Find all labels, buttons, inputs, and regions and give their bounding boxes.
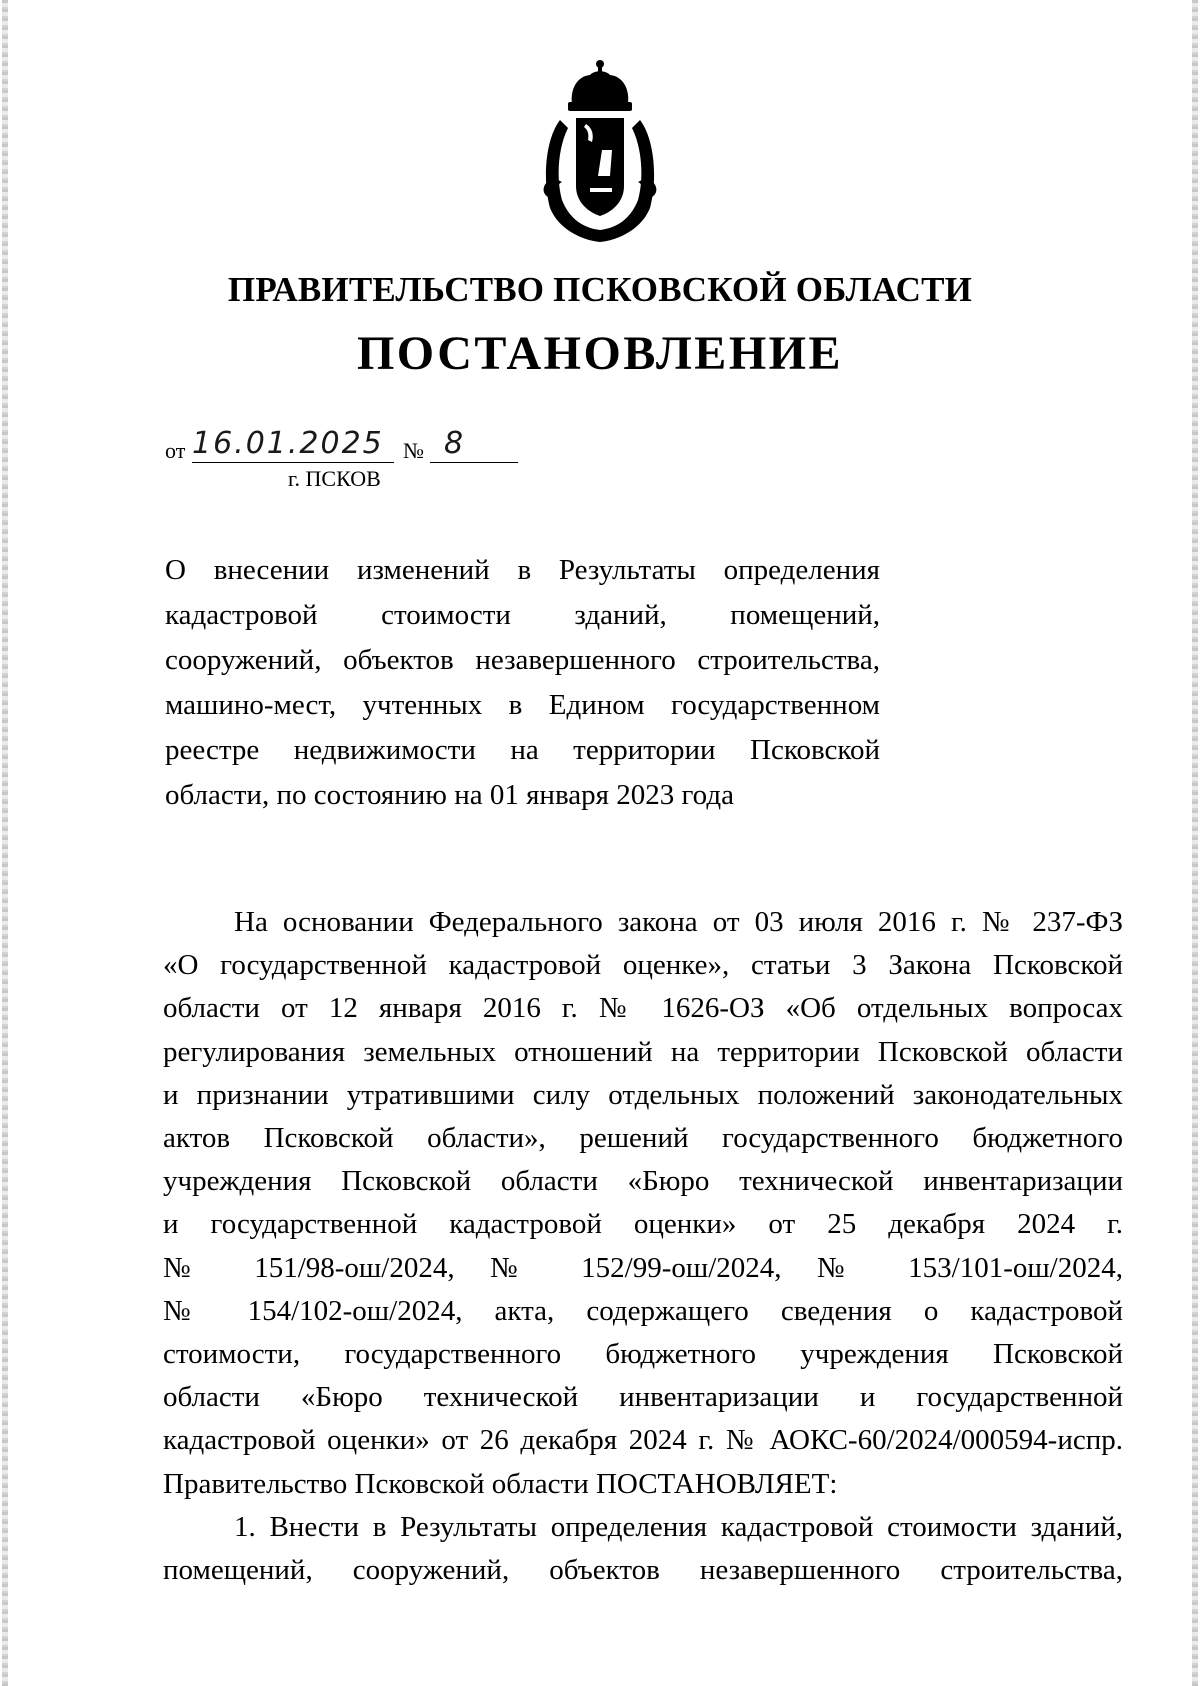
city-label: г. ПСКОВ xyxy=(288,466,381,491)
body-line: № 154/102-ош/2024, акта, содержащего сведения о кадастровой xyxy=(163,1294,1123,1327)
subject-line: области, по состоянию на 01 января 2023 года xyxy=(165,779,734,811)
org-title: ПРАВИТЕЛЬСТВО ПСКОВСКОЙ ОБЛАСТИ xyxy=(227,270,973,309)
subject-line: кадастровой стоимости зданий, помещений, xyxy=(165,599,880,631)
date-label: от xyxy=(165,438,186,463)
coat-of-arms-icon xyxy=(532,58,668,244)
subject-line: реестре недвижимости на территории Псковской xyxy=(165,734,880,766)
body-line: помещений, сооружений, объектов незавершенного строительства, xyxy=(163,1554,1123,1587)
body-line: № 151/98-ош/2024, № 152/99-ош/2024, № 153/101-ош/2024, xyxy=(163,1251,1123,1284)
body-line: области «Бюро технической инвентаризации и государственной xyxy=(163,1381,1123,1414)
number-underline xyxy=(430,462,518,463)
subject-line: машино-мест, учтенных в Едином государственном xyxy=(165,689,880,721)
body-line: учреждения Псковской области «Бюро технической инвентаризации xyxy=(163,1165,1123,1198)
body-line: регулирования земельных отношений на территории Псковской области xyxy=(163,1035,1123,1068)
document-body xyxy=(163,901,1123,1592)
scan-edge-right xyxy=(1192,0,1198,1686)
body-line: актов Псковской области», решений государственного бюджетного xyxy=(163,1122,1123,1155)
body-line: и государственной кадастровой оценки» от 25 декабря 2024 г. xyxy=(163,1208,1123,1241)
scan-edge-left xyxy=(2,0,8,1686)
body-line: и признании утратившими силу отдельных положений законодательных xyxy=(163,1078,1123,1111)
body-line: На основании Федерального закона от 03 июля 2016 г. № 237-ФЗ xyxy=(234,906,1123,938)
body-line: 1. Внести в Результаты определения кадастровой стоимости зданий, xyxy=(234,1510,1123,1543)
date-underline xyxy=(192,462,394,463)
date-value: 16.01.2025 xyxy=(192,426,384,461)
body-line: кадастровой оценки» от 26 декабря 2024 г. № АОКС-60/2024/000594-испр. xyxy=(163,1424,1123,1457)
subject-line: сооружений, объектов незавершенного строительства, xyxy=(165,644,880,676)
number-label: № xyxy=(403,438,424,463)
body-line: области от 12 января 2016 г. № 1626-ОЗ «Об отдельных вопросах xyxy=(163,992,1123,1025)
number-value: 8 xyxy=(444,426,466,461)
document-subject xyxy=(165,548,880,818)
body-line: Правительство Псковской области ПОСТАНОВЛЯЕТ: xyxy=(163,1467,838,1500)
subject-line: О внесении изменений в Результаты определения xyxy=(165,554,880,586)
body-line: стоимости, государственного бюджетного учреждения Псковской xyxy=(163,1338,1123,1371)
body-line: «О государственной кадастровой оценке», статьи 3 Закона Псковской xyxy=(163,949,1123,982)
document-type: ПОСТАНОВЛЕНИЕ xyxy=(356,327,844,380)
